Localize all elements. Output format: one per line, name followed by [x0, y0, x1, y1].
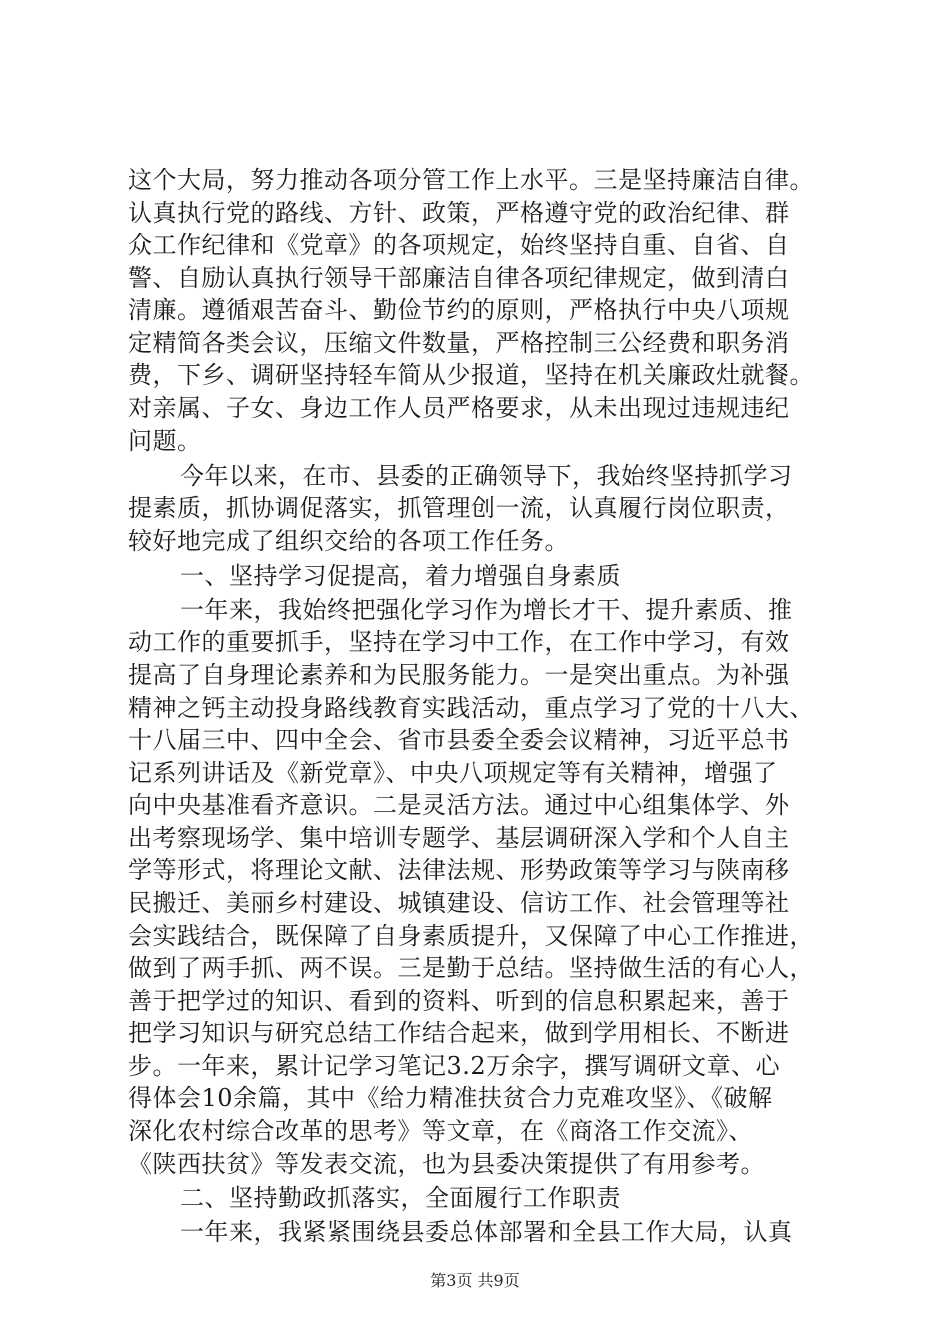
- text-line: 定精简各类会议，压缩文件数量，严格控制三公经费和职务消: [128, 328, 790, 357]
- text-line: 深化农村综合改革的思考》等文章，在《商洛工作交流》、: [128, 1117, 753, 1146]
- text-line: 问题。: [128, 426, 202, 455]
- text-line: 精神之钙主动投身路线教育实践活动，重点学习了党的十八大、: [128, 693, 814, 722]
- text-line: 今年以来，在市、县委的正确领导下，我始终坚持抓学习: [180, 461, 793, 490]
- text-line: 出考察现场学、集中培训专题学、基层调研深入学和个人自主: [128, 823, 790, 852]
- text-line: 这个大局，努力推动各项分管工作上水平。三是坚持廉洁自律。: [128, 166, 814, 194]
- text-line: 提高了自身理论素养和为民服务能力。一是突出重点。为补强: [128, 661, 790, 690]
- text-line: 善于把学过的知识、看到的资料、听到的信息积累起来，善于: [128, 986, 790, 1015]
- text-line: 较好地完成了组织交给的各项工作任务。: [128, 526, 569, 555]
- text-line: 提素质，抓协调促落实，抓管理创一流，认真履行岗位职责，: [128, 494, 790, 523]
- text-line: 警、自励认真执行领导干部廉洁自律各项纪律规定，做到清白: [128, 263, 790, 292]
- text-line: 一年来，我紧紧围绕县委总体部署和全县工作大局，认真: [180, 1218, 793, 1246]
- text-line: 《陕西扶贫》等发表交流，也为县委决策提供了有用参考。: [128, 1149, 765, 1178]
- text-line: 清廉。遵循艰苦奋斗、勤俭节约的原则，严格执行中央八项规: [128, 296, 790, 325]
- section-heading: 二、坚持勤政抓落实，全面履行工作职责: [180, 1183, 621, 1212]
- text-line: 学等形式，将理论文献、法律法规、形势政策等学习与陕南移: [128, 856, 790, 885]
- text-line: 民搬迁、美丽乡村建设、城镇建设、信访工作、社会管理等社: [128, 889, 790, 918]
- section-heading: 一、坚持学习促提高，着力增强自身素质: [180, 561, 621, 590]
- page-number-footer: 第3页 共9页: [430, 1271, 520, 1290]
- text-line: 把学习知识与研究总结工作结合起来，做到学用相长、不断进: [128, 1019, 790, 1048]
- text-line: 步。一年来，累计记学习笔记3.2万余字，撰写调研文章、心: [128, 1051, 781, 1080]
- text-line: 十八届三中、四中全会、省市县委全委会议精神，习近平总书: [128, 726, 790, 755]
- text-line: 做到了两手抓、两不误。三是勤于总结。坚持做生活的有心人，: [128, 954, 814, 983]
- text-line: 一年来，我始终把强化学习作为增长才干、提升素质、推: [180, 595, 793, 624]
- text-line: 认真执行党的路线、方针、政策，严格遵守党的政治纪律、群: [128, 198, 790, 227]
- text-line: 众工作纪律和《党章》的各项规定，始终坚持自重、自省、自: [128, 231, 790, 260]
- text-line: 对亲属、子女、身边工作人员严格要求，从未出现过违规违纪: [128, 393, 790, 422]
- text-line: 动工作的重要抓手，坚持在学习中工作，在工作中学习，有效: [128, 628, 790, 657]
- text-line: 记系列讲话及《新党章》、中央八项规定等有关精神，增强了: [128, 758, 778, 787]
- text-line: 向中央基准看齐意识。二是灵活方法。通过中心组集体学、外: [128, 791, 790, 820]
- text-line: 得体会10余篇，其中《给力精准扶贫合力克难攻坚》、《破解: [128, 1084, 773, 1113]
- text-line: 会实践结合，既保障了自身素质提升，又保障了中心工作推进，: [128, 921, 814, 950]
- text-line: 费，下乡、调研坚持轻车简从少报道，坚持在机关廉政灶就餐。: [128, 361, 814, 390]
